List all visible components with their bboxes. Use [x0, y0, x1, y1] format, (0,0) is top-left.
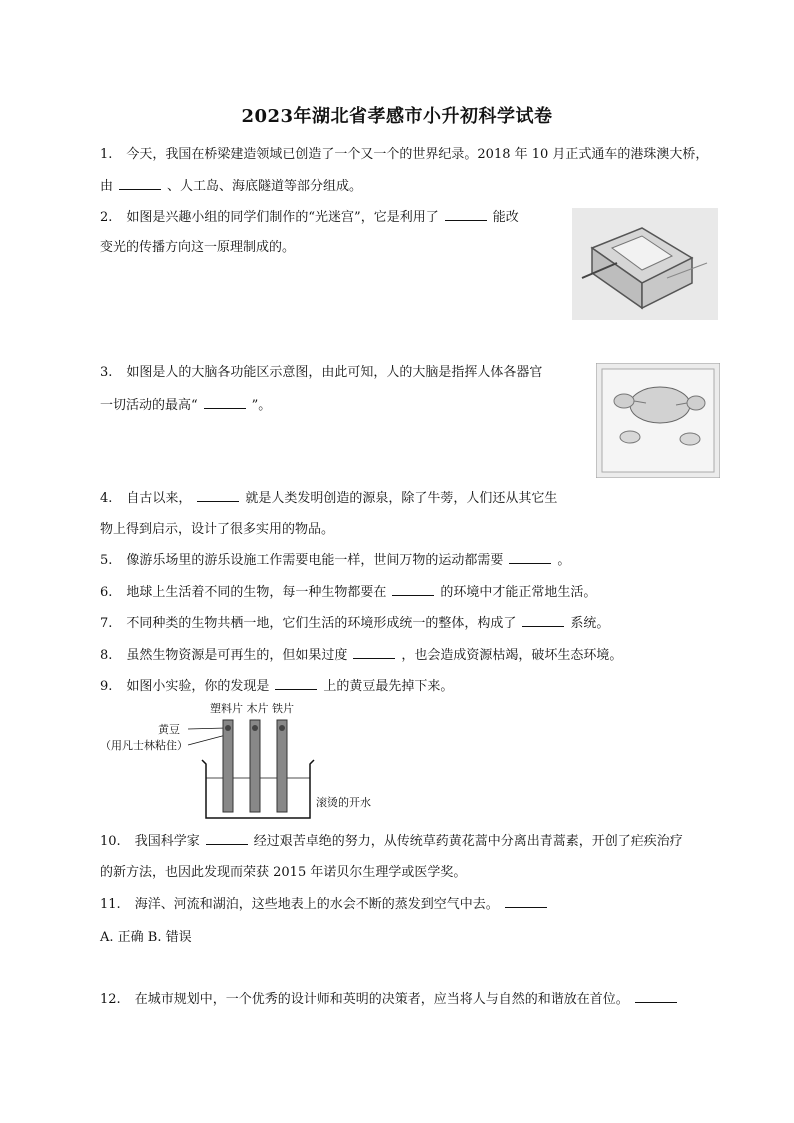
figure-label-water: 滚烫的开水	[316, 796, 371, 809]
question-10-line-2: 的新方法，也因此发现而荣获 2015 年诺贝尔生理学或医学奖。	[100, 865, 467, 880]
question-number: 3.	[100, 365, 113, 380]
page-title: 2023年湖北省孝感市小升初科学试卷	[241, 106, 553, 127]
answer-blank[interactable]	[445, 208, 487, 221]
question-number: 9.	[100, 679, 113, 694]
answer-blank[interactable]	[505, 895, 547, 908]
question-number: 4.	[100, 491, 113, 506]
question-6: 6. 地球上生活着不同的生物，每一种生物都要在 的环境中才能正常地生活。	[100, 585, 597, 600]
question-5: 5. 像游乐场里的游乐设施工作需要电能一样，世间万物的运动都需要 。	[100, 553, 571, 568]
figure-label-vaseline: （用凡士林粘住）	[100, 739, 188, 752]
question-12: 12. 在城市规划中，一个优秀的设计师和英明的决策者，应当将人与自然的和谐放在首位。	[100, 990, 683, 1009]
question-11-options: A. 正确 B. 错误	[100, 930, 192, 945]
question-7: 7. 不同种类的生物共栖一地，它们生活的环境形成统一的整体，构成了 系统。	[100, 616, 610, 631]
question-number: 1.	[100, 147, 113, 162]
question-11: 11. 海洋、河流和湖泊，这些地表上的水会不断的蒸发到空气中去。	[100, 895, 553, 914]
answer-blank[interactable]	[353, 646, 395, 659]
question-number: 8.	[100, 648, 113, 663]
question-2-line-1: 2. 如图是兴趣小组的同学们制作的“光迷宫”，它是利用了 能改	[100, 210, 519, 225]
question-number: 7.	[100, 616, 113, 631]
answer-blank[interactable]	[392, 583, 434, 596]
answer-blank[interactable]	[522, 614, 564, 627]
answer-blank[interactable]	[509, 551, 551, 564]
question-number: 12.	[100, 992, 121, 1007]
figure-label-strips: 塑料片 木片 铁片	[210, 702, 294, 715]
question-10-line-1: 10. 我国科学家 经过艰苦卓绝的努力，从传统草药黄花蒿中分离出青蒿素，开创了疟疾治疗	[100, 834, 683, 849]
question-3-line-2: 一切活动的最高“ ”。	[100, 398, 272, 413]
question-number: 5.	[100, 553, 113, 568]
figure-label-bean: 黄豆	[158, 723, 180, 736]
question-1-line-2: 由 、人工岛、海底隧道等部分组成。	[100, 179, 363, 194]
heat-conduction-experiment-figure	[98, 698, 398, 822]
answer-blank[interactable]	[119, 177, 161, 190]
question-number: 11.	[100, 897, 121, 912]
question-4-line-1: 4. 自古以来， 就是人类发明创造的源泉，除了牛蒡，人们还从其它生	[100, 491, 558, 506]
question-number: 2.	[100, 210, 113, 225]
question-9: 9. 如图小实验，你的发现是 上的黄豆最先掉下来。	[100, 679, 454, 694]
light-maze-photo	[572, 208, 718, 320]
question-number: 6.	[100, 585, 113, 600]
question-8: 8. 虽然生物资源是可再生的，但如果过度 ，也会造成资源枯竭，破坏生态环境。	[100, 648, 623, 663]
question-4-line-2: 物上得到启示，设计了很多实用的物品。	[100, 522, 335, 537]
question-2-line-2: 变光的传播方向这一原理制成的。	[100, 240, 296, 255]
answer-blank[interactable]	[197, 489, 239, 502]
brain-function-diagram	[596, 363, 720, 478]
answer-blank[interactable]	[275, 677, 317, 690]
answer-blank[interactable]	[206, 832, 248, 845]
question-1-line-1: 1. 今天，我国在桥梁建造领域已创造了一个又一个的世界纪录。2018 年 10 月正式通车的港珠澳大桥，	[100, 147, 709, 162]
question-3-line-1: 3. 如图是人的大脑各功能区示意图，由此可知，人的大脑是指挥人体各器官	[100, 365, 543, 380]
question-number: 10.	[100, 834, 121, 849]
answer-blank[interactable]	[635, 990, 677, 1003]
answer-blank[interactable]	[204, 396, 246, 409]
